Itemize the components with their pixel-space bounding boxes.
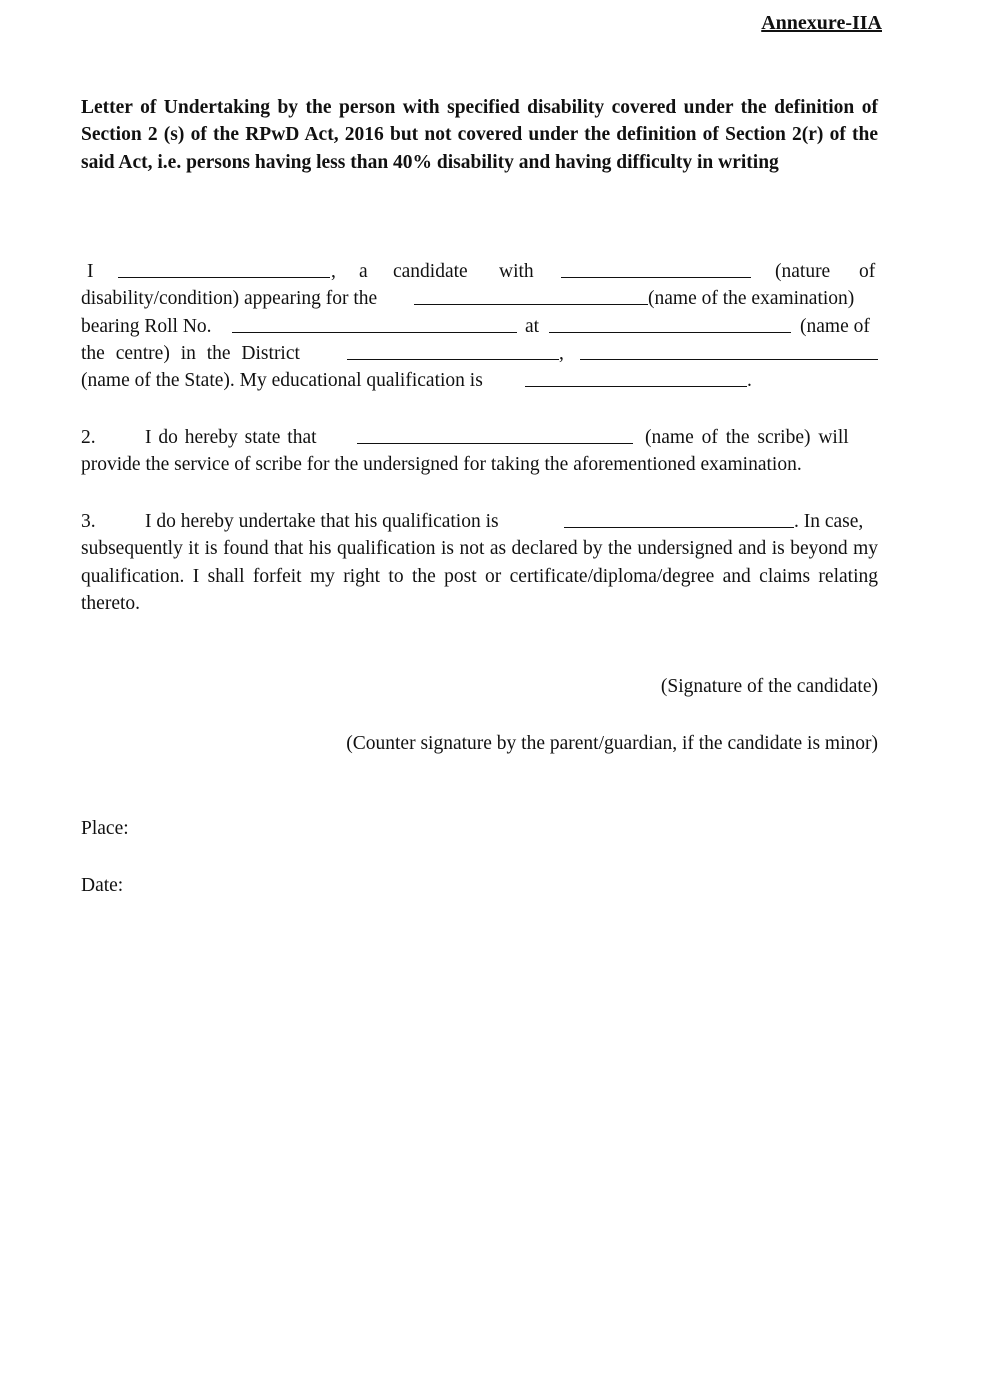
p2-line1-text: I do hereby state that [145, 427, 317, 448]
state-blank [580, 340, 878, 368]
roll-no-blank [232, 313, 517, 341]
p1-line-1 [81, 258, 878, 285]
p3-number: 3. [81, 511, 96, 532]
p1-word-i: I [87, 261, 94, 282]
p1-word-with: with [499, 261, 534, 282]
p1-line4-text: the centre) in the District [81, 342, 300, 364]
examination-blank [414, 285, 648, 313]
qualification-blank [525, 367, 747, 395]
p3-rest: subsequently it is found that his qualification is not as declared by the undersigned and is beyond my qualification. I shall forfeit my right to the post or certificate/diploma/degree and claims relating thereto. [81, 538, 878, 614]
p1-line-3 [81, 313, 878, 340]
p3-line-1 [81, 508, 878, 535]
p1-line3-text: bearing Roll No. [81, 315, 212, 337]
document-title: Letter of Undertaking by the person with specified disability covered under the definition of Section 2 (s) of the RPwD Act, 2016 but not covered under the definition of Section 2(r) of the said Act, i.e. persons having less than 40% disability and having difficulty in writing [81, 97, 878, 173]
paragraph-2 [81, 424, 878, 479]
p1-comma: , [331, 261, 336, 282]
p1-line5-dot: . [747, 370, 752, 392]
counter-signature-label: (Counter signature by the parent/guardian, if the candidate is minor) [346, 733, 878, 754]
candidate-signature-label: (Signature of the candidate) [660, 676, 878, 697]
date-label: Date: [81, 875, 124, 896]
p2-line-2: provide the service of scribe for the undersigned for taking the aforementioned examination. [81, 454, 802, 476]
p2-line-1 [81, 424, 878, 451]
scribe-qualification-blank [564, 508, 794, 536]
p1-line3-label: (name of [800, 315, 870, 337]
paragraph-1 [81, 258, 878, 394]
p2-number: 2. [81, 427, 96, 448]
p1-word-candidate: candidate [393, 261, 468, 282]
name-blank [118, 258, 330, 286]
p1-word-at: at [525, 315, 540, 337]
p1-word-a: a [359, 261, 368, 282]
p1-word-nature: (nature [775, 261, 831, 282]
centre-blank [549, 313, 791, 341]
annexure-label: Annexure-IIA [761, 12, 882, 34]
p1-word-of: of [859, 261, 876, 282]
p1-line-2 [81, 285, 878, 312]
place-label: Place: [81, 818, 129, 839]
p1-line2-label: (name of the examination) [648, 288, 855, 310]
paragraph-3 [81, 508, 878, 617]
p1-line2-text: disability/condition) appearing for the [81, 288, 378, 310]
p3-line1-end: . In case, [794, 511, 864, 532]
p1-line-4 [81, 340, 878, 367]
scribe-name-blank [357, 424, 633, 452]
p3-line1-text: I do hereby undertake that his qualification is [145, 511, 499, 532]
p1-line5-text: (name of the State). My educational qualification is [81, 370, 483, 392]
disability-blank [561, 258, 751, 286]
district-blank [347, 340, 559, 368]
p1-line-5 [81, 367, 878, 394]
p2-line1-label: (name of the scribe) will [645, 427, 849, 448]
p1-line4-comma: , [559, 342, 564, 364]
